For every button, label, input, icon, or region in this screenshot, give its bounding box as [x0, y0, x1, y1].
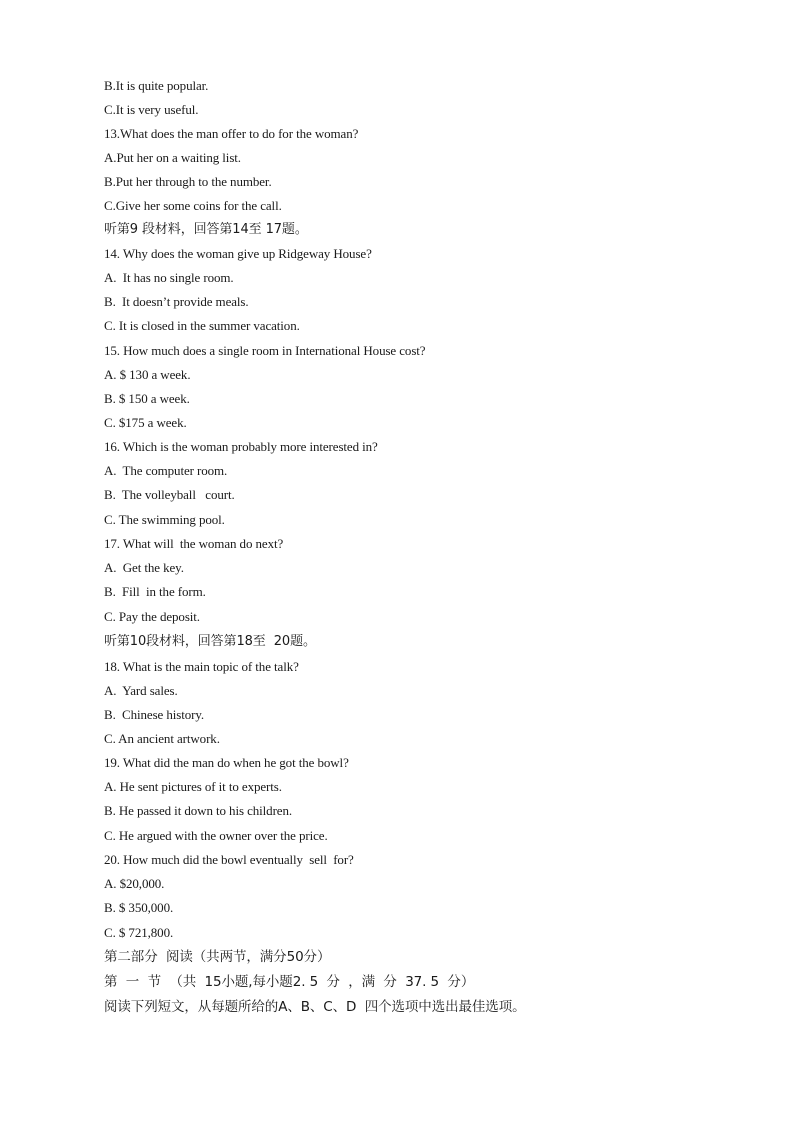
question-15: 15. How much does a single room in International House cost?	[104, 343, 426, 358]
option-16b: B. The volleyball court.	[104, 487, 235, 502]
option-14c: C. It is closed in the summer vacation.	[104, 318, 300, 333]
option-13b: B.Put her through to the number.	[104, 174, 272, 189]
option-17b: B. Fill in the form.	[104, 584, 206, 599]
option-13a: A.Put her on a waiting list.	[104, 150, 241, 165]
option-18c: C. An ancient artwork.	[104, 731, 220, 746]
instruction-material-9: 听第9 段材料，回答第14至 17题。	[104, 222, 308, 237]
option-19c: C. He argued with the owner over the price.	[104, 828, 328, 843]
question-16: 16. Which is the woman probably more interested in?	[104, 439, 378, 454]
option-20c: C. $ 721,800.	[104, 925, 174, 940]
option-15c: C. $175 a week.	[104, 415, 187, 430]
option-14b: B. It doesn’t provide meals.	[104, 294, 249, 309]
option-18a: A. Yard sales.	[104, 683, 178, 698]
question-18: 18. What is the main topic of the talk?	[104, 659, 299, 674]
option-16a: A. The computer room.	[104, 463, 228, 478]
question-19: 19. What did the man do when he got the bowl?	[104, 755, 349, 770]
question-14: 14. Why does the woman give up Ridgeway House?	[104, 246, 372, 261]
section-heading-part-one: 第 一 节 （共 15小题,每小题2. 5 分 ，满 分 37. 5 分）	[104, 974, 475, 990]
question-17: 17. What will the woman do next?	[104, 536, 284, 551]
option-19b: B. He passed it down to his children.	[104, 803, 293, 818]
document-page	[104, 74, 724, 1020]
instruction-material-10: 听第10段材料，回答第18至 20题。	[104, 634, 316, 649]
option-17a: A. Get the key.	[104, 560, 184, 575]
option-20b: B. $ 350,000.	[104, 900, 174, 915]
option-13c: C.Give her some coins for the call.	[104, 198, 282, 213]
option-15a: A. $ 130 a week.	[104, 367, 191, 382]
option-12c: C.It is very useful.	[104, 102, 199, 117]
option-14a: A. It has no single room.	[104, 270, 234, 285]
option-20a: A. $20,000.	[104, 876, 165, 891]
option-18b: B. Chinese history.	[104, 707, 205, 722]
question-13: 13.What does the man offer to do for the woman?	[104, 126, 359, 141]
option-12b: B.It is quite popular.	[104, 78, 209, 93]
option-16c: C. The swimming pool.	[104, 512, 225, 527]
option-15b: B. $ 150 a week.	[104, 391, 190, 406]
option-17c: C. Pay the deposit.	[104, 609, 200, 624]
question-20: 20. How much did the bowl eventually sell for?	[104, 852, 354, 867]
option-19a: A. He sent pictures of it to experts.	[104, 779, 282, 794]
reading-instruction: 阅读下列短文，从每题所给的A、B、C、D 四个选项中选出最佳选项。	[104, 999, 526, 1015]
section-heading-part-two: 第二部分 阅读（共两节，满分50分）	[104, 949, 331, 965]
